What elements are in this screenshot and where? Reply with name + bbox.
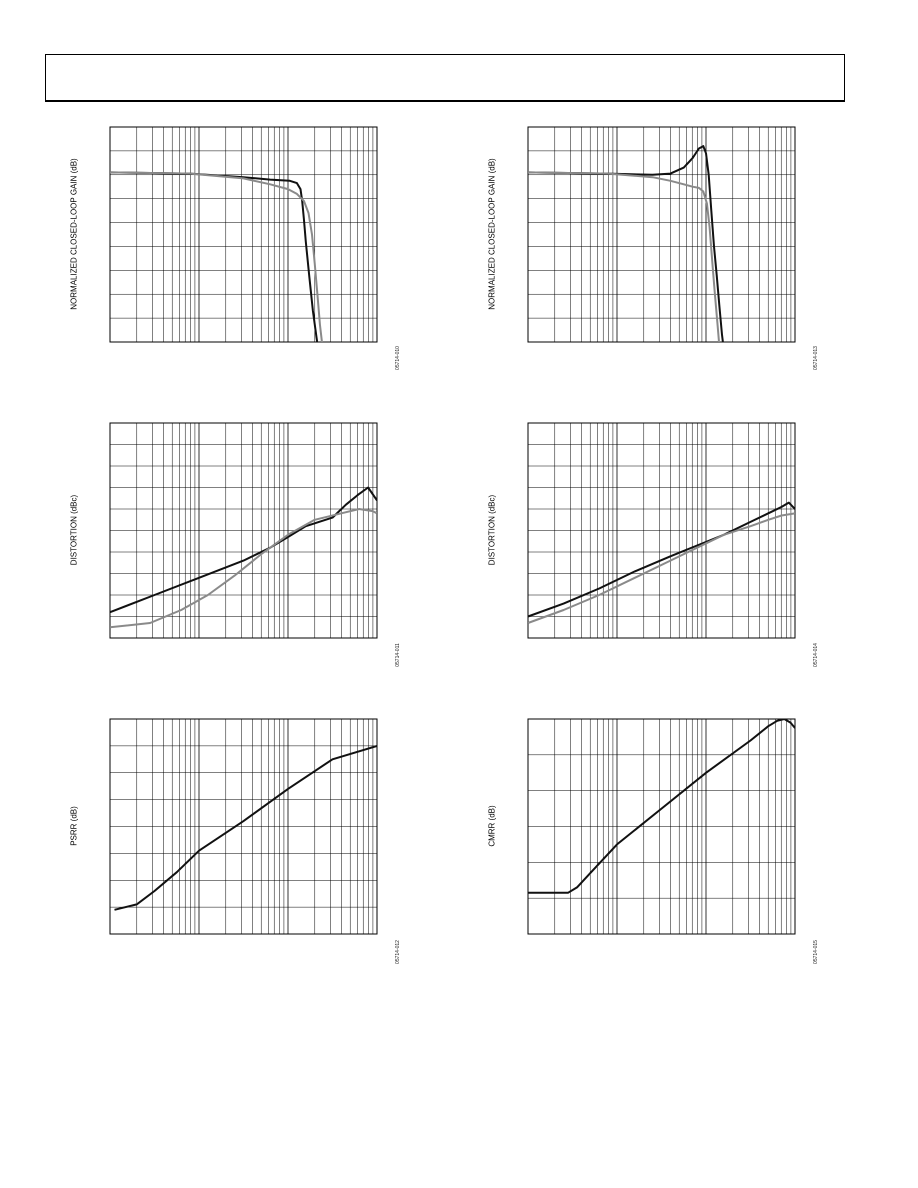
figure-id: 05714-013 xyxy=(813,346,819,370)
figure-id: 05714-011 xyxy=(395,643,401,667)
figure-id: 05714-010 xyxy=(395,346,401,370)
y-axis-label: DISTORTION (dBc) xyxy=(69,494,79,566)
y-axis-label: DISTORTION (dBc) xyxy=(487,494,497,566)
figure-id: 05714-014 xyxy=(813,643,819,667)
figure-id: 05714-012 xyxy=(395,940,401,964)
y-axis-label: NORMALIZED CLOSED-LOOP GAIN (dB) xyxy=(487,158,497,310)
y-axis-label: CMRR (dB) xyxy=(487,805,497,847)
y-axis-label: PSRR (dB) xyxy=(69,806,79,846)
figure-id: 05714-015 xyxy=(813,940,819,964)
series-line-1 xyxy=(528,719,795,893)
y-axis-label: NORMALIZED CLOSED-LOOP GAIN (dB) xyxy=(69,158,79,310)
